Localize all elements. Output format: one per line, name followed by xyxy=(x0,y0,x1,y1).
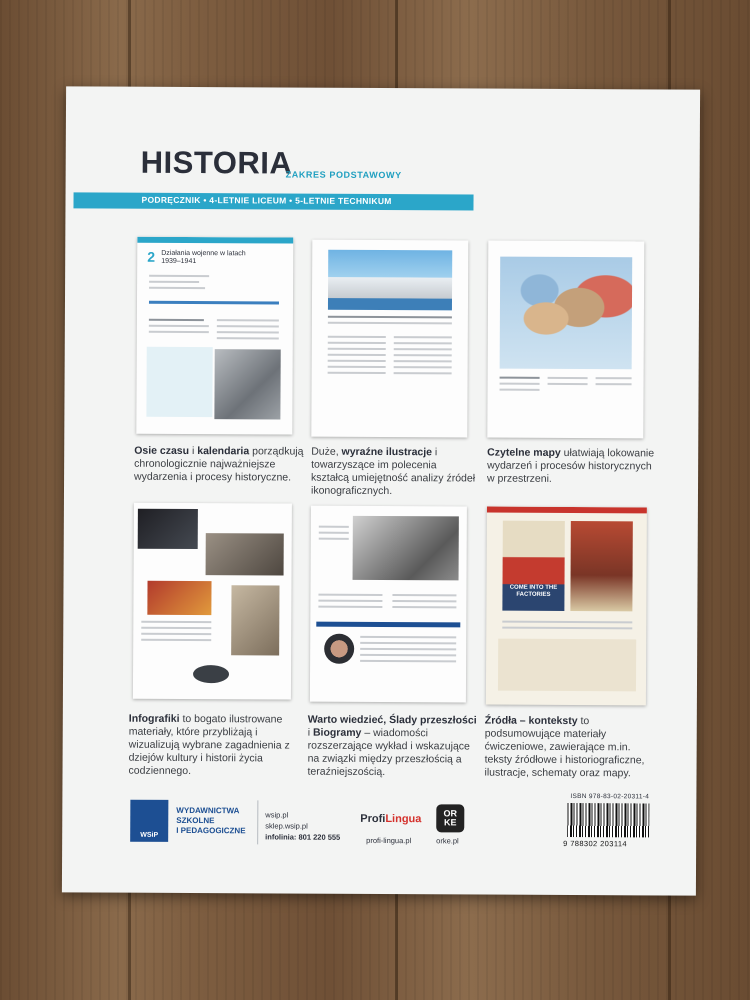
book-title: HISTORIA xyxy=(140,144,293,181)
caption-text: Duże, xyxy=(311,445,342,458)
sample-page-infographic xyxy=(133,503,292,700)
text-line xyxy=(318,594,382,596)
chapter-number: 2 xyxy=(147,248,156,265)
caption-bold: Biogramy xyxy=(312,726,362,739)
text-line xyxy=(149,319,204,321)
book-band-text: PODRĘCZNIK • 4-LETNIE LICEUM • 5-LETNIE TECHNIKUM xyxy=(141,194,392,207)
sample-page-biography xyxy=(310,506,467,703)
chapter-heading: Działania wojenne w latach 1939–1941 xyxy=(161,249,246,266)
text-line xyxy=(328,372,386,374)
helpline: infolinia: 801 220 555 xyxy=(265,832,341,842)
caption-text: to podsumowujące materiały ćwiczeniowe, zawierające m.in. teksty źródłowe i historiograficzne, ilustracje, schematy oraz mapy. xyxy=(484,715,645,780)
caption-text: – wiadomości rozszerzające wykład i wskazujące na związki między przeszłością a teraźniejszością. xyxy=(307,726,470,779)
book-back-cover xyxy=(62,86,700,895)
caption-sources xyxy=(484,715,659,781)
text-line xyxy=(394,348,452,350)
text-line xyxy=(149,325,209,327)
text-line xyxy=(217,331,279,333)
text-line xyxy=(141,621,211,623)
text-line xyxy=(392,600,456,602)
caption-biographies xyxy=(307,714,477,780)
legend-line xyxy=(596,383,632,385)
caption-bold: wyraźne ilustracje xyxy=(341,445,433,459)
text-line xyxy=(141,633,211,635)
text-line xyxy=(149,287,205,289)
caption-bold: Warto wiedzieć, Ślady przeszłości xyxy=(307,713,477,727)
barcode-number: 9 788302 203114 xyxy=(563,838,628,849)
text-line xyxy=(319,538,349,540)
text-line xyxy=(392,606,456,608)
text-line xyxy=(217,319,279,321)
profi-part: Profi xyxy=(360,812,386,826)
caption-text: to bogato ilustrowane materiały, które przybliżają i wizualizują wybrane zagadnienia z dziejów kultury i historii życia codziennego. xyxy=(128,712,290,778)
book-band xyxy=(73,192,473,210)
text-line xyxy=(318,600,382,602)
book-subtitle: ZAKRES PODSTAWOWY xyxy=(285,169,402,181)
text-line xyxy=(360,642,456,645)
caption-text: i xyxy=(307,726,314,739)
timeline-axis xyxy=(149,301,279,305)
poster-text: COME INTO THE FACTORIES xyxy=(509,584,558,598)
caption-bold: Czytelne mapy xyxy=(487,446,561,459)
caption-maps xyxy=(487,447,657,487)
info-box xyxy=(146,347,212,417)
photo-figure xyxy=(231,585,279,655)
page-header-bar-red xyxy=(487,507,647,514)
legend-line xyxy=(548,377,588,379)
text-line xyxy=(360,648,456,651)
text-line xyxy=(328,316,452,319)
text-line xyxy=(328,360,386,362)
profilingua-logo xyxy=(360,813,421,825)
text-line xyxy=(149,331,209,333)
text-line xyxy=(502,627,632,630)
biography-header-bar xyxy=(316,622,460,628)
machine-photo xyxy=(214,349,280,419)
legend-line xyxy=(500,383,540,385)
archive-photo xyxy=(353,516,459,581)
caption-text: porządkują chronologicznie najważniejsze wydarzenia i procesy historyczne. xyxy=(134,445,304,484)
orke-url: orke.pl xyxy=(436,836,459,846)
text-line xyxy=(328,366,386,368)
page-header-bar xyxy=(137,237,293,244)
text-line xyxy=(360,636,456,639)
sample-page-timeline xyxy=(136,237,293,435)
text-line xyxy=(360,654,456,657)
publisher-line: WYDAWNICTWA xyxy=(176,805,240,816)
caption-illustrations xyxy=(311,446,476,499)
text-line xyxy=(394,366,452,368)
sample-page-sources xyxy=(486,507,647,706)
caption-bold: Osie czasu xyxy=(134,444,190,457)
caption-bold: Infografiki xyxy=(128,712,180,725)
barcode xyxy=(567,803,649,837)
propaganda-poster xyxy=(502,521,564,611)
text-line xyxy=(328,348,386,350)
text-line xyxy=(360,660,456,663)
text-line xyxy=(141,639,211,641)
text-line xyxy=(328,336,386,338)
caption-bold: Źródła – konteksty xyxy=(484,714,578,728)
text-line xyxy=(392,594,456,596)
sample-page-illustration xyxy=(311,240,468,438)
propaganda-poster-2 xyxy=(570,521,632,611)
sample-page-map xyxy=(487,241,644,439)
text-line xyxy=(502,621,632,624)
publisher-name xyxy=(176,806,245,836)
text-line xyxy=(217,325,279,327)
text-line xyxy=(141,627,211,629)
photo-dark xyxy=(138,509,198,549)
text-line xyxy=(394,372,452,374)
text-line xyxy=(319,532,349,534)
publisher-contacts xyxy=(265,809,340,842)
legend-line xyxy=(548,383,588,385)
text-line xyxy=(394,354,452,356)
architecture-photo xyxy=(328,250,452,311)
portrait-photo xyxy=(324,634,354,664)
profilingua-url: profi-lingua.pl xyxy=(366,835,412,846)
publisher-line: I PEDAGOGICZNE xyxy=(176,825,246,836)
caption-infographics xyxy=(128,713,298,779)
shop-link: sklep.wsip.pl xyxy=(265,821,308,831)
wsip-logo: WSiP xyxy=(130,800,168,842)
text-line xyxy=(328,354,386,356)
text-line xyxy=(149,281,199,283)
text-line xyxy=(394,336,452,338)
orke-logo: OR KE xyxy=(436,804,464,832)
europe-map xyxy=(500,257,633,370)
text-line xyxy=(394,342,452,344)
caption-bold: kalendaria xyxy=(197,445,250,458)
caption-text: i towarzyszące im polecenia kształcą umiejętność analizy źródeł ikonograficznych. xyxy=(310,446,476,498)
text-line xyxy=(328,322,452,325)
caption-text: i xyxy=(189,444,198,458)
text-line xyxy=(318,606,382,608)
website-link: wsip.pl xyxy=(265,810,289,820)
photo-people xyxy=(206,533,284,575)
text-line xyxy=(328,342,386,344)
publisher-line: SZKOLNE xyxy=(176,815,215,826)
isbn-text: ISBN 978-83-02-20311-4 xyxy=(570,792,650,801)
legend-line xyxy=(500,377,540,379)
text-line xyxy=(394,360,452,362)
caption-text: ułatwiają lokowanie wydarzeń i procesów historycznych w przestrzeni. xyxy=(487,446,655,485)
text-line xyxy=(217,337,279,339)
text-line xyxy=(319,526,349,528)
text-line xyxy=(149,275,209,277)
caption-timelines xyxy=(134,445,304,485)
footer-divider xyxy=(257,800,258,844)
object-photo xyxy=(193,665,229,683)
photo-stage xyxy=(147,581,211,615)
source-box xyxy=(498,639,636,692)
legend-line xyxy=(596,377,632,379)
legend-line xyxy=(500,389,540,391)
lingua-part: Lingua xyxy=(385,813,422,826)
